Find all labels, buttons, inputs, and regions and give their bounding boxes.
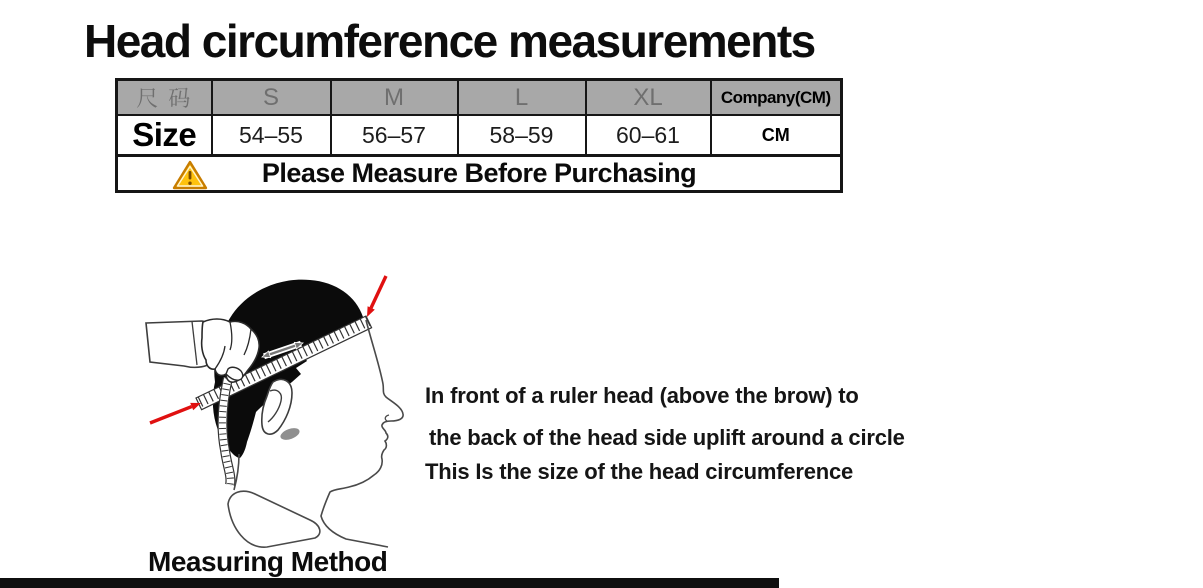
warning-triangle-icon	[172, 160, 208, 192]
value-cell-m: 56–57	[331, 115, 458, 156]
red-arrow-back	[150, 403, 201, 423]
page-title: Head circumference measurements	[84, 15, 815, 67]
size-table	[115, 78, 843, 193]
measuring-method-caption: Measuring Method	[148, 546, 388, 577]
instruction-line-1: In front of a ruler head (above the brow) to	[425, 383, 859, 408]
bottom-black-bar	[0, 578, 779, 588]
instruction-line-3: This Is the size of the head circumference	[425, 459, 854, 484]
value-cell-s: 54–55	[212, 115, 331, 156]
table-value-row	[117, 115, 842, 156]
arm-sleeve	[146, 321, 208, 367]
head-measurement-illustration	[140, 270, 412, 548]
header-cell-s: S	[212, 80, 331, 116]
table-header-row	[117, 80, 842, 116]
back-neck-line	[234, 454, 239, 490]
hand-holding-tape	[146, 319, 259, 382]
value-cell-unit: CM	[711, 115, 842, 156]
header-cell-l: L	[458, 80, 586, 116]
header-cell-m: M	[331, 80, 458, 116]
value-cell-xl: 60–61	[586, 115, 711, 156]
nostril-line	[385, 415, 389, 421]
value-cell-l: 58–59	[458, 115, 586, 156]
notice-text: Please Measure Before Purchasing	[261, 158, 697, 188]
header-cell-xl: XL	[586, 80, 711, 116]
header-cell-company: Company(CM)	[711, 80, 842, 116]
red-arrow-forehead	[367, 276, 386, 317]
ear-shadow	[279, 426, 301, 442]
face-profile	[321, 320, 403, 547]
header-cell-size-cn: 尺 码	[117, 80, 212, 116]
table-notice-row	[117, 156, 842, 192]
collar	[228, 491, 320, 547]
value-cell-label: Size	[117, 115, 212, 156]
instruction-line-2: the back of the head side uplift around a circle	[429, 425, 905, 450]
